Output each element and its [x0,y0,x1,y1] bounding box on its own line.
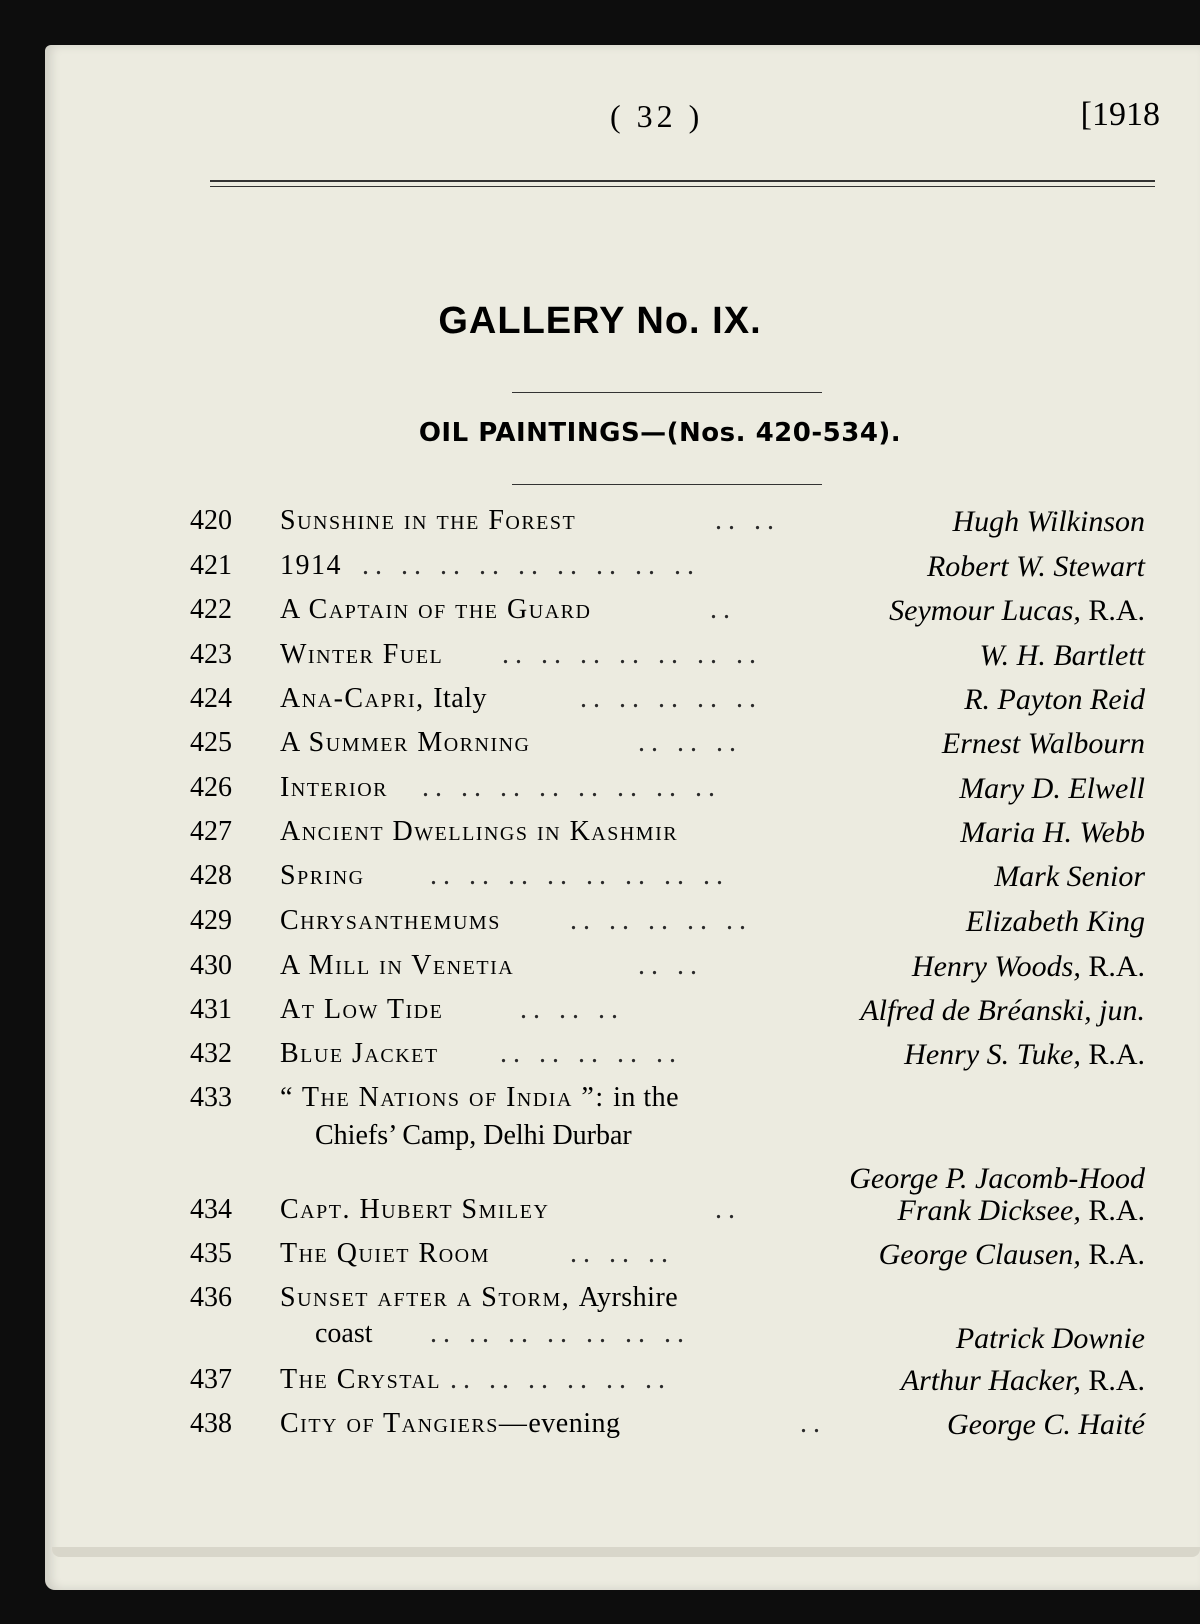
entry-number: 431 [190,994,232,1025]
entry-title: A Summer Morning [280,727,531,758]
entry-title: Sunshine in the Forest [280,505,577,536]
catalogue-entry [190,816,1145,860]
entry-title: “ The Nations of India ”: in the [280,1082,680,1113]
entry-artist: Arthur Hacker, R.A. [900,1364,1145,1397]
catalogue-entry [190,1408,1145,1452]
entry-title: Winter Fuel [280,639,444,670]
entry-number: 427 [190,816,232,847]
entry-title: A Mill in Venetia [280,950,515,981]
leader-dots: .. .. .. .. .. .. [450,1364,671,1395]
leader-dots: .. .. .. .. .. .. .. .. .. [362,550,700,581]
entry-number: 437 [190,1364,232,1395]
entry-artist: Maria H. Webb [960,816,1145,849]
leader-dots: .. .. .. .. .. .. .. [430,1318,690,1349]
catalogue-entry [190,1364,1145,1408]
entry-title: Ana-Capri, Italy [280,683,487,714]
entry-artist: Henry S. Tuke, R.A. [904,1038,1145,1071]
gallery-title: GALLERY No. IX. [438,300,762,342]
entry-artist: W. H. Bartlett [979,639,1145,672]
entry-title: Sunset after a Storm, Ayrshire [280,1282,679,1313]
leader-dots: .. .. .. .. .. [570,905,752,936]
header-rule [210,180,1155,187]
entry-title: Spring [280,860,365,891]
entry-number: 436 [190,1282,232,1313]
leader-dots: .. .. .. .. .. [500,1038,682,1069]
leader-dots: .. .. .. [570,1238,674,1269]
entry-number: 433 [190,1082,232,1113]
leader-dots: .. .. .. [520,994,624,1025]
catalogue-entry [190,505,1145,549]
entry-title: Chrysanthemums [280,905,501,936]
entry-artist: Mark Senior [994,860,1145,893]
year-mark: [1918 [1080,96,1160,133]
page-number: ( 32 ) [610,98,704,134]
entry-artist: Alfred de Bréanski, jun. [860,994,1145,1027]
entry-artist: R. Payton Reid [964,683,1145,716]
entry-artist: George C. Haité [946,1408,1145,1441]
leader-dots: .. .. .. .. .. .. .. [502,639,762,670]
entry-artist: Robert W. Stewart [926,550,1145,583]
entry-title-continuation: Chiefs’ Camp, Delhi Durbar [315,1120,632,1151]
leader-dots: .. [800,1408,826,1439]
entry-title-continuation: coast [315,1318,373,1349]
leader-dots: .. .. .. .. .. .. .. .. [430,860,729,891]
entry-artist: Hugh Wilkinson [952,505,1145,538]
catalogue-entry [190,1194,1145,1238]
catalogue-entry [190,1238,1145,1282]
entry-number: 423 [190,639,232,670]
entry-artist: George P. Jacomb-Hood [849,1162,1145,1195]
catalogue-entry [190,994,1145,1038]
leader-dots: .. .. .. .. .. .. .. .. [422,772,721,803]
entry-title: The Quiet Room [280,1238,490,1269]
page-edge [52,1547,1200,1557]
catalogue-entry [190,683,1145,727]
catalogue-entry [190,1038,1145,1082]
entry-title: At Low Tide [280,994,444,1025]
divider-rule [512,484,822,485]
entry-title: Blue Jacket [280,1038,439,1069]
catalogue-entry [190,772,1145,816]
entry-number: 426 [190,772,232,803]
entry-number: 420 [190,505,232,536]
catalogue-entry [190,950,1145,994]
entry-number: 435 [190,1238,232,1269]
leader-dots: .. .. .. .. .. [580,683,762,714]
entry-number: 422 [190,594,232,625]
leader-dots: .. .. .. [638,727,742,758]
entry-artist: George Clausen, R.A. [878,1238,1145,1271]
catalogue-entry [190,1282,1145,1362]
entry-artist: Patrick Downie [955,1322,1145,1355]
entry-title: The Crystal [280,1364,442,1395]
entry-artist: Mary D. Elwell [959,772,1145,805]
entry-number: 430 [190,950,232,981]
divider-rule [512,392,822,393]
entry-artist: Frank Dicksee, R.A. [897,1194,1145,1227]
entry-title: 1914 [280,550,342,581]
catalogue-entry [190,1082,1145,1202]
catalogue-entry [190,594,1145,638]
entry-number: 438 [190,1408,232,1439]
entry-number: 432 [190,1038,232,1069]
entry-title: Capt. Hubert Smiley [280,1194,550,1225]
entry-artist: Seymour Lucas, R.A. [889,594,1145,627]
entry-number: 421 [190,550,232,581]
entry-number: 425 [190,727,232,758]
section-title: OIL PAINTINGS—(Nos. 420-534). [418,418,902,448]
entry-artist: Elizabeth King [965,905,1145,938]
catalogue-entry [190,905,1145,949]
catalogue-entry [190,727,1145,771]
entry-number: 434 [190,1194,232,1225]
leader-dots: .. .. [638,950,703,981]
catalogue-entry [190,639,1145,683]
catalogue-entry [190,860,1145,904]
entry-title: A Captain of the Guard [280,594,592,625]
entry-title: City of Tangiers—evening [280,1408,621,1439]
entry-artist: Henry Woods, R.A. [911,950,1145,983]
catalogue-entry [190,550,1145,594]
entry-title: Interior [280,772,388,803]
entry-number: 428 [190,860,232,891]
entry-artist: Ernest Walbourn [941,727,1145,760]
leader-dots: .. .. [715,505,780,536]
leader-dots: .. [710,594,736,625]
entry-number: 429 [190,905,232,936]
leader-dots: .. [715,1194,741,1225]
entry-number: 424 [190,683,232,714]
entry-title: Ancient Dwellings in Kashmir [280,816,679,847]
